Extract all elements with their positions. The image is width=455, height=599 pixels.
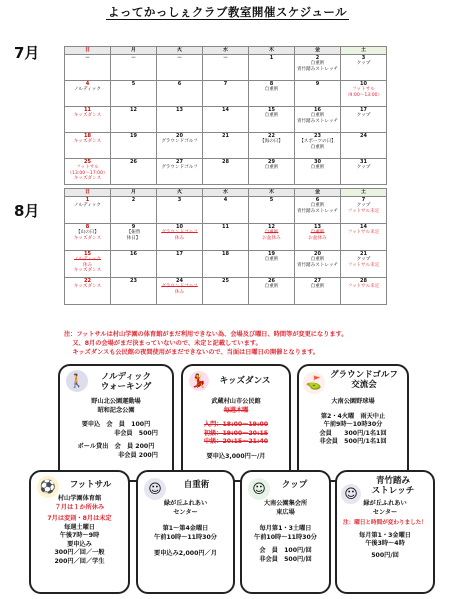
calendar-day-cell: 3 クップ: [341, 55, 387, 81]
calendar-day-cell: 19: [111, 133, 157, 159]
golfer-icon: ⛳: [303, 372, 325, 394]
calendar-day-cell: 16: [111, 251, 157, 278]
calendar-day-cell: 23 【スポーツの日】 自重術: [295, 133, 341, 159]
calendar-day-cell: 15 自重術: [249, 107, 295, 133]
calendar-day-cell: 23: [111, 278, 157, 305]
calendar-day-cell: 17: [157, 251, 203, 278]
calendar-day-cell: 2: [111, 197, 157, 224]
calendar-day-cell: 21: [203, 133, 249, 159]
weekday-header: 火: [157, 189, 203, 197]
calendar-day-cell: 7: [203, 81, 249, 107]
notice-text: 注：フットサルは村山学園の体育館がまだ利用できない為、会場及び曜日、時間等が変更になります。 又、8月の会場がまだ決まっていないので、未定と記載しています。 キッズダンスも公民館の夜間使用がまだできないので、当面は日曜日の開催となります。: [64, 331, 348, 356]
calendar-day-cell: 9: [295, 81, 341, 107]
calendar-day-cell: 27 自重術: [295, 278, 341, 305]
calendar-day-cell: 26 自重術: [249, 278, 295, 305]
calendar-day-cell: 2 自重術 青竹踏みストレッチ: [295, 55, 341, 81]
calendar-day-cell: 9 【振替 休日】: [111, 224, 157, 251]
mascot-icon: ☺: [341, 484, 361, 504]
weekday-header: 土: [341, 189, 387, 197]
mascot-icon: ☺: [248, 478, 270, 500]
weekday-header: 月: [111, 47, 157, 55]
calendar-day-cell: 25: [203, 278, 249, 305]
weekday-header: 日: [65, 47, 111, 55]
calendar-day-cell: 10 グラウンドゴルフ 休み: [157, 224, 203, 251]
weekday-header: 金: [295, 47, 341, 55]
calendar-day-cell: 5: [249, 197, 295, 224]
calendar-day-cell: 18: [203, 251, 249, 278]
calendar-august: [64, 188, 387, 305]
calendar-day-cell: －: [157, 55, 203, 81]
calendar-july: [64, 46, 387, 185]
calendar-day-cell: 17 クップ: [341, 107, 387, 133]
page-title: よってかっしぇクラブ教室開催スケジュール: [107, 5, 348, 19]
weekday-header: 日: [65, 189, 111, 197]
calendar-day-cell: 26: [111, 159, 157, 185]
calendar-day-cell: 13: [157, 107, 203, 133]
card-nordic-walking: 🚶 ノルディック ウォーキング 野山北公園運動場 昭和記念公園 要申込 会 員 100円 非会員 500円 ポール貸出 会 員 200円 非会員 200円: [58, 364, 174, 482]
calendar-day-cell: 24 グラウンドゴルフ 休み: [157, 278, 203, 305]
calendar-day-cell: 8 【山の日】 キッズダンス: [65, 224, 111, 251]
calendar-day-cell: 31 クップ: [341, 159, 387, 185]
calendar-day-cell: 11 キッズダンス: [65, 107, 111, 133]
weekday-header: 水: [203, 189, 249, 197]
card-cup: ☺ クップ 大南公園集会所 東広場 毎月第1・3土曜日 午前10時～11時30分 会 員 100円/回 非会員 500円/回: [240, 470, 331, 594]
calendar-day-cell: 13 自重術 お盆休み: [295, 224, 341, 251]
calendar-day-cell: 1: [249, 55, 295, 81]
weekday-header: 月: [111, 189, 157, 197]
calendar-day-cell: 19 自重術: [249, 251, 295, 278]
card-aotake-stretch: ☺ 青竹踏み ストレッチ 緑が丘ふれあい センター 注：曜日と時間が変わりました！ 毎月第1・3金曜日 午後3時～4時 500円/回: [335, 470, 435, 594]
card-jijujutsu: ☺ 自重術 緑が丘ふれあい センター 第1～第4金曜日 午前10時～11時30分 要申込み2,000円／月: [136, 470, 235, 594]
card-kids-dance: 💃 キッズダンス 武蔵村山市公民館 毎週木曜 入門：18:00～19:00 初級：19:00～20:15 中級：20:15～21:40 要申込3,000円～/月: [181, 364, 291, 482]
calendar-day-cell: 22 【海の日】: [249, 133, 295, 159]
calendar-day-cell: 18 キッズダンス: [65, 133, 111, 159]
calendar-day-cell: 11: [203, 224, 249, 251]
calendar-day-cell: 8 自重術: [249, 81, 295, 107]
calendar-day-cell: 6: [157, 81, 203, 107]
weekday-header: 木: [249, 189, 295, 197]
calendar-day-cell: 7 クップ フットサル未定: [341, 197, 387, 224]
calendar-day-cell: 21 クップ フットサル未定: [341, 251, 387, 278]
calendar-day-cell: 24: [341, 133, 387, 159]
calendar-day-cell: 22 キッズダンス: [65, 278, 111, 305]
card-futsal: ⚽ フットサル 村山学園体育館 ７月は１か所休み 7月は変則・8月は未定 毎週土曜日 午後7時～9時 要申込み 300円／回／一般 200円／回／学生: [29, 470, 130, 594]
calendar-day-cell: 5: [111, 81, 157, 107]
calendar-day-cell: 3: [157, 197, 203, 224]
calendar-day-cell: 4 ノルディック: [65, 81, 111, 107]
calendar-day-cell: 1 ノルディック: [65, 197, 111, 224]
calendar-day-cell: 30 自重術: [295, 159, 341, 185]
calendar-day-cell: －: [65, 55, 111, 81]
weekday-header: 木: [249, 47, 295, 55]
calendar-day-cell: －: [111, 55, 157, 81]
mascot-icon: ☺: [144, 478, 166, 500]
calendar-day-cell: 12: [111, 107, 157, 133]
weekday-header: 土: [341, 47, 387, 55]
calendar-day-cell: 6 自重術 青竹踏みストレッチ: [295, 197, 341, 224]
calendar-day-cell: 20 自重術 青竹踏みストレッチ: [295, 251, 341, 278]
dancer-icon: 💃: [189, 371, 209, 391]
calendar-day-cell: 29 自重術: [249, 159, 295, 185]
month-label-august: 8月: [14, 202, 40, 220]
weekday-header: 火: [157, 47, 203, 55]
calendar-day-cell: 25 フットサル （13:00～17:00） キッズダンス: [65, 159, 111, 185]
calendar-day-cell: 12 自重術 お盆休み: [249, 224, 295, 251]
calendar-day-cell: 16 自重術 青竹踏みストレッチ: [295, 107, 341, 133]
weekday-header: 金: [295, 189, 341, 197]
calendar-day-cell: 4: [203, 197, 249, 224]
calendar-day-cell: 28 フットサル未定: [341, 278, 387, 305]
calendar-day-cell: 20 グラウンドゴルフ: [157, 133, 203, 159]
soccer-ball-icon: ⚽: [37, 476, 59, 498]
calendar-day-cell: 15 ノルディック 休み キッズダンス: [65, 251, 111, 278]
calendar-day-cell: 10 フットサル （9:00～13:00）: [341, 81, 387, 107]
month-label-july: 7月: [14, 44, 40, 62]
card-ground-golf: ⛳ グラウンドゴルフ 交流会 大南公園野球場 第2・4火曜 雨天中止 午前9時～10時30分 会員 300円/1名1回 非会員 500円/1名1回: [297, 364, 409, 482]
walker-icon: 🚶: [66, 370, 88, 392]
calendar-day-cell: 14: [203, 107, 249, 133]
calendar-day-cell: 27 グラウンドゴルフ: [157, 159, 203, 185]
calendar-day-cell: －: [203, 55, 249, 81]
calendar-day-cell: 14 フットサル未定: [341, 224, 387, 251]
weekday-header: 水: [203, 47, 249, 55]
calendar-day-cell: 28: [203, 159, 249, 185]
